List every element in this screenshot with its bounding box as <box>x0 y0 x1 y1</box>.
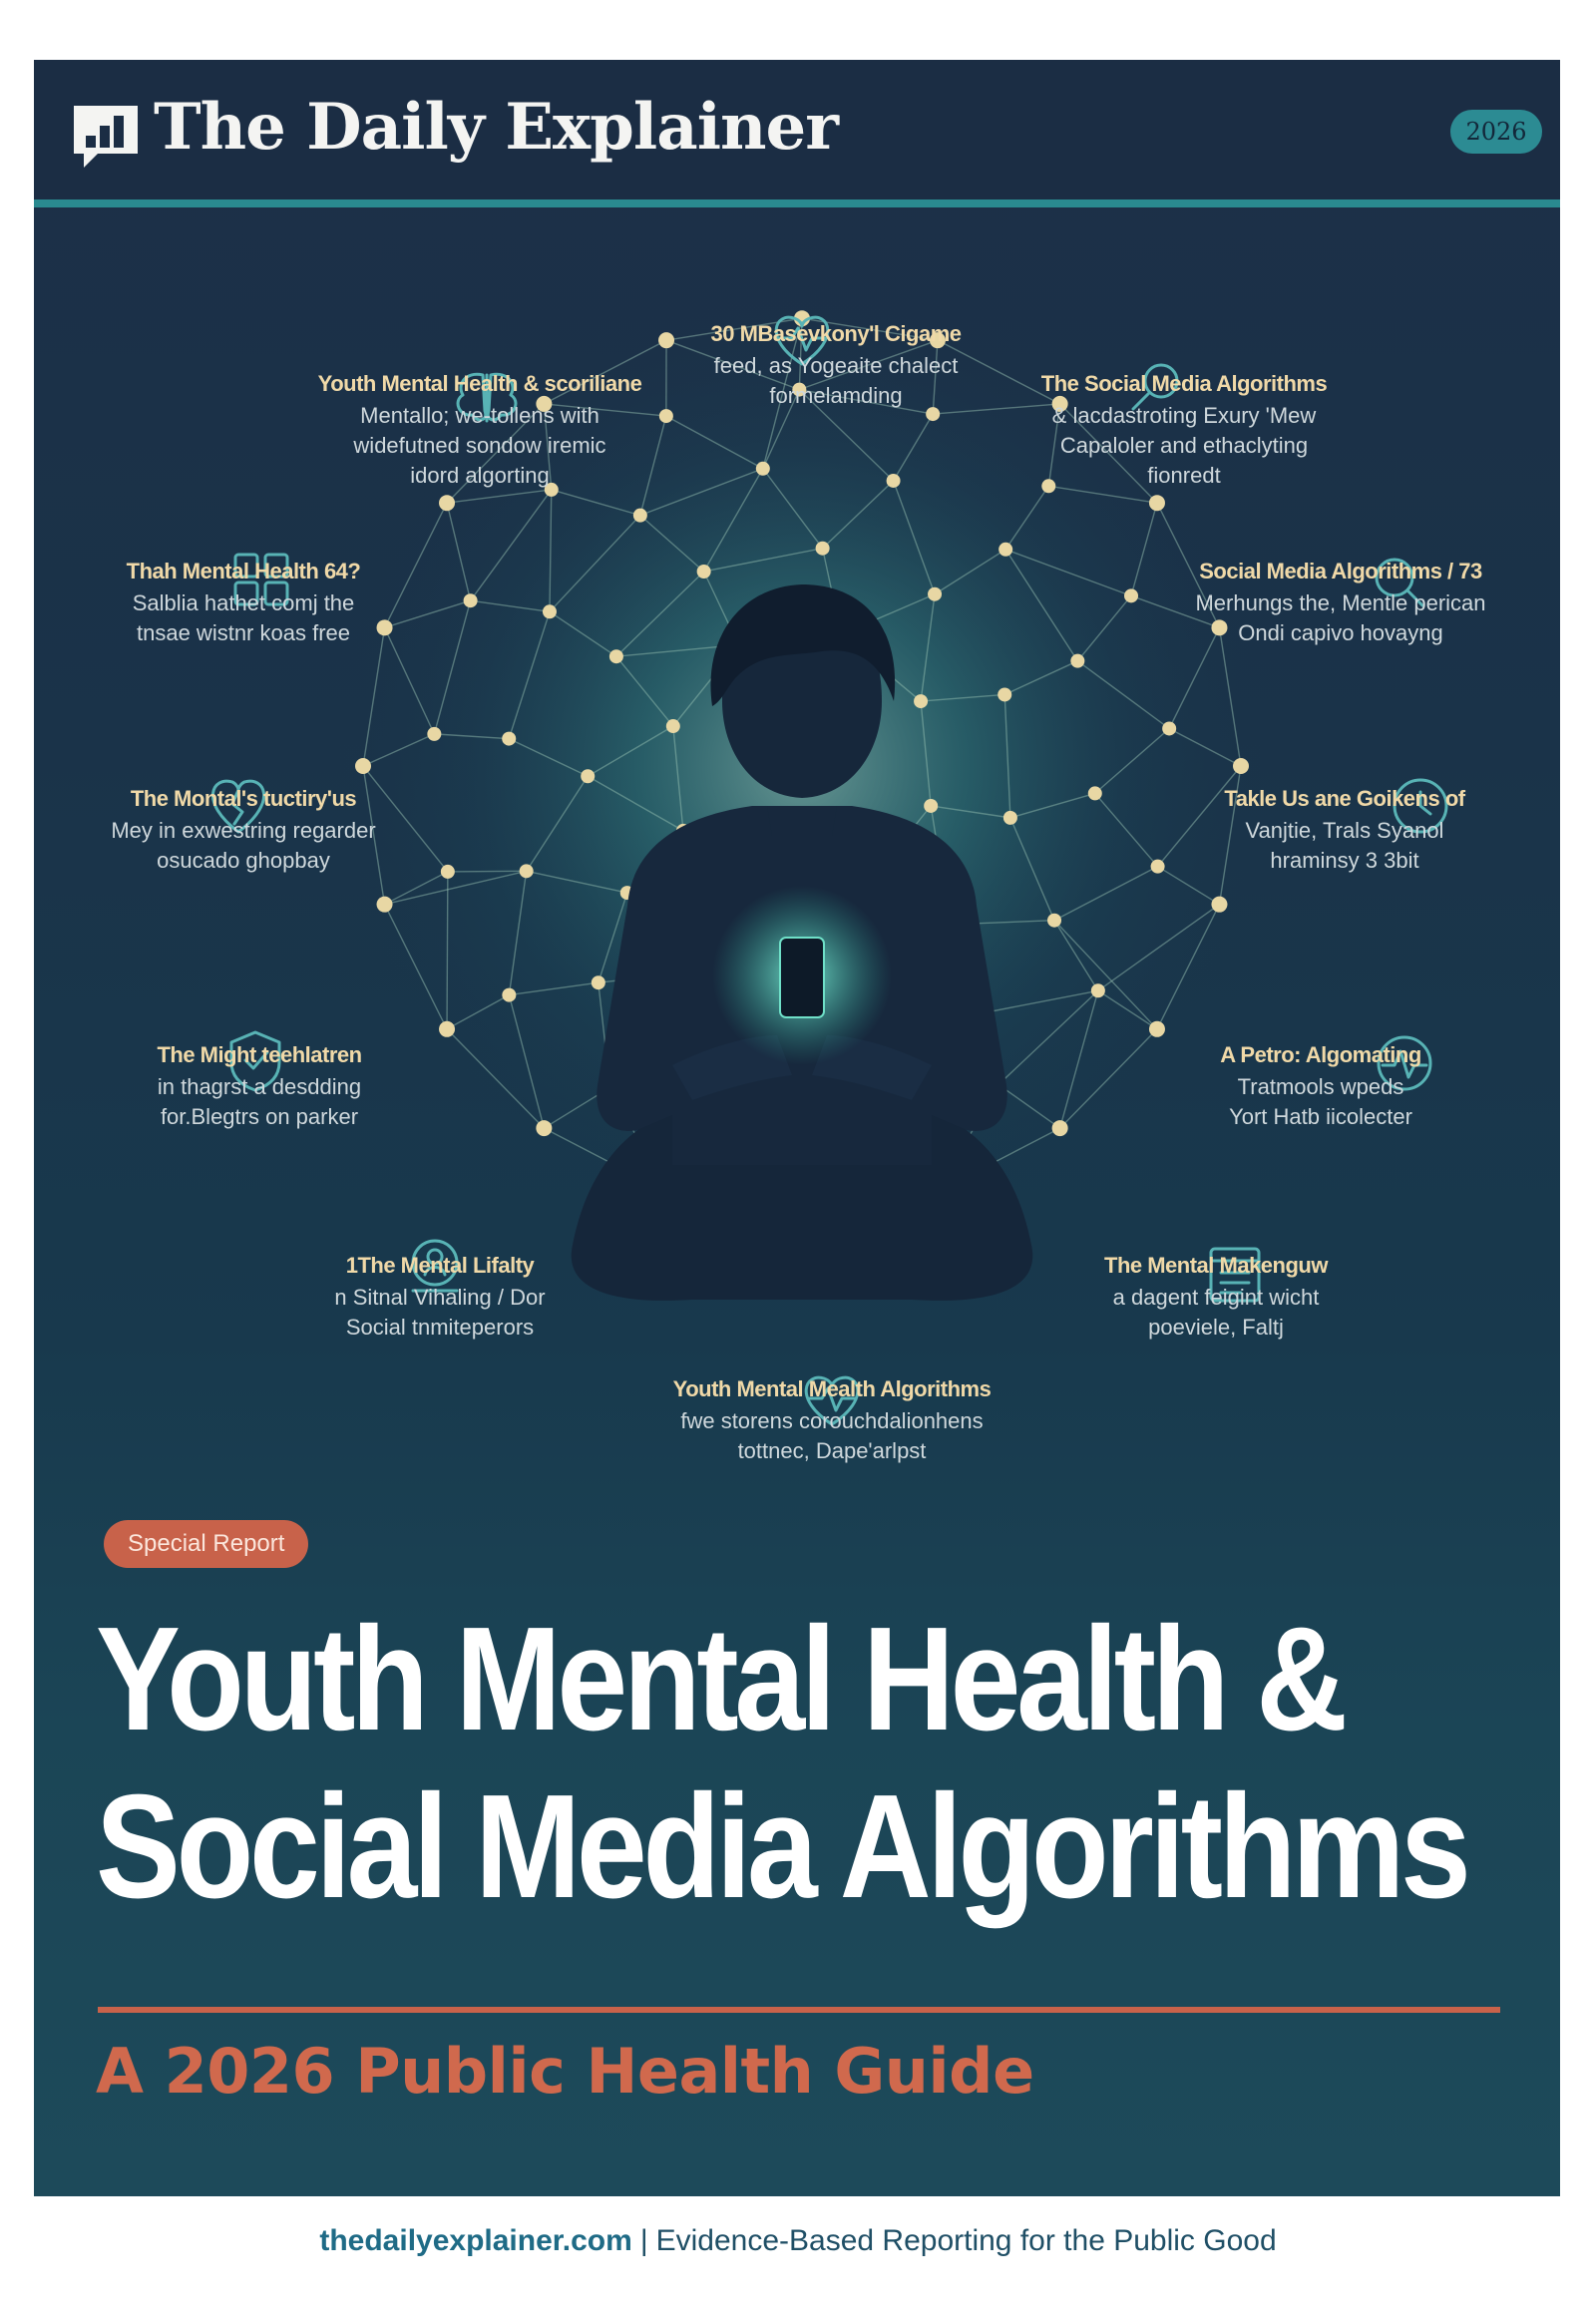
network-node <box>924 799 938 813</box>
masthead <box>34 60 1560 199</box>
brand-title[interactable]: The Daily Explainer <box>154 90 838 165</box>
network-node <box>439 495 455 511</box>
network-node <box>1149 1021 1165 1037</box>
network-node <box>1162 721 1176 735</box>
label-title: Thah Mental Health 64? <box>126 559 361 583</box>
label-right-3 <box>1111 1042 1530 1132</box>
network-node <box>887 474 901 488</box>
label-title: Social Media Algorithms / 73 <box>1199 559 1482 583</box>
network-node <box>666 719 680 733</box>
network-node <box>355 758 371 774</box>
label-title: The Social Media Algorithms <box>1040 371 1328 396</box>
network-node <box>633 509 647 523</box>
headline <box>96 1596 1467 1931</box>
network-node <box>502 988 516 1002</box>
label-top-left <box>270 371 689 491</box>
label-body-line: in thagrst a desdding <box>157 1074 362 1099</box>
label-body-line: for.Blegtrs on parker <box>160 1104 359 1129</box>
label-left-1 <box>34 559 453 648</box>
label-body-line: osucado ghopbay <box>157 848 330 873</box>
network-node <box>998 543 1012 557</box>
network-node <box>1211 897 1227 913</box>
label-body-line: poeviele, Faltj <box>1148 1315 1284 1340</box>
label-body-line: fionredt <box>1147 463 1221 488</box>
footer-separator: | <box>639 2224 648 2257</box>
label-body-line: idord algorting <box>410 463 550 488</box>
label-body-line: Ondi capivo hovayng <box>1238 620 1443 645</box>
label-left-2 <box>34 786 453 876</box>
network-node <box>543 604 557 618</box>
masthead-divider <box>34 199 1560 207</box>
footer <box>0 2224 1596 2258</box>
label-title: Youth Mental Mealth Algorithms <box>672 1376 992 1401</box>
network-node <box>502 732 516 746</box>
headline-line: Youth Mental Health & <box>96 1597 1344 1761</box>
label-body-line: hraminsy 3 3bit <box>1270 848 1419 873</box>
label-title: Takle Us ane Goikens of <box>1224 786 1465 811</box>
label-title: The Montal's tuctiry'us <box>130 786 357 811</box>
network-link <box>448 871 527 872</box>
label-right-1 <box>1131 559 1550 648</box>
headline-line: Social Media Algorithms <box>96 1764 1467 1929</box>
label-title: 30 MBasevkony'l Cigame <box>710 321 962 346</box>
subtitle: A 2026 Public Health Guide <box>96 2035 1034 2108</box>
network-node <box>592 975 605 989</box>
label-body-line: & lacdastroting Exury 'Mew <box>1051 403 1317 428</box>
label-body-line: Tratmools wpeds <box>1237 1074 1404 1099</box>
label-left-4 <box>230 1253 649 1343</box>
label-body-line: widefutned sondow iremic <box>353 433 606 458</box>
headline-divider <box>98 2007 1500 2013</box>
label-body-line: Capaloler and ethaclyting <box>1059 433 1309 458</box>
network-node <box>1149 495 1165 511</box>
footer-tagline: Evidence-Based Reporting for the Public Good <box>655 2224 1277 2257</box>
network-node <box>1088 786 1102 800</box>
label-right-2 <box>1135 786 1554 876</box>
label-title: Youth Mental Health & scoriliane <box>317 371 642 396</box>
label-body-line: Mentallo; we-tollens with <box>360 403 599 428</box>
network-node <box>520 864 534 878</box>
chart-speech-bubble-icon <box>70 100 142 172</box>
label-body-line: formelamding <box>769 383 903 408</box>
network-node <box>536 1120 552 1136</box>
network-node <box>581 769 595 783</box>
label-body-line: Yort Hatb iicolecter <box>1229 1104 1412 1129</box>
special-report-badge: Special Report <box>104 1520 308 1568</box>
network-node <box>914 694 928 708</box>
label-title: 1The Mental Lifalty <box>345 1253 535 1278</box>
label-body-line: Mey in exwestring regarder <box>111 818 376 843</box>
network-link <box>447 872 448 1029</box>
network-node <box>464 593 478 607</box>
network-node <box>1052 1120 1068 1136</box>
network-node <box>928 587 942 601</box>
label-right-4 <box>1006 1253 1425 1343</box>
network-node <box>1070 654 1084 668</box>
label-body-line: fwe storens corouchdalionhens <box>680 1408 984 1433</box>
network-node <box>1091 983 1105 997</box>
cover-page <box>34 60 1560 2196</box>
footer-url-link[interactable]: thedailyexplainer.com <box>319 2224 632 2257</box>
label-body-line: n Sitnal Vihaling / Dor <box>334 1285 546 1310</box>
label-title: The Mental Makenguw <box>1104 1253 1328 1278</box>
label-body-line: Vanjtie, Trals Syanol <box>1245 818 1444 843</box>
label-body-line: Social tnmiteperors <box>345 1315 535 1340</box>
label-body-line: tnsae wistnr koas free <box>137 620 350 645</box>
label-title: A Petro: Algomating <box>1220 1042 1421 1067</box>
network-node <box>998 687 1011 701</box>
network-node <box>1003 811 1017 825</box>
label-body-line: Salblia hathet comj the <box>132 590 355 615</box>
label-bottom-center <box>622 1376 1041 1466</box>
network-node <box>439 1021 455 1037</box>
network-node <box>609 649 623 663</box>
network-node <box>377 897 393 913</box>
label-top-right <box>975 371 1394 491</box>
label-body-line: feed, as Yogeaite chalect <box>713 353 959 378</box>
network-node <box>756 462 770 476</box>
network-node <box>427 727 441 741</box>
label-body-line: tottnec, Dape'arlpst <box>737 1438 927 1463</box>
label-body-line: a dagent feigint wicht <box>1112 1285 1320 1310</box>
network-node <box>816 542 830 556</box>
label-title: The Might teehlatren <box>157 1042 362 1067</box>
year-badge: 2026 <box>1450 110 1542 154</box>
network-node <box>697 565 711 579</box>
label-left-3 <box>50 1042 469 1132</box>
network-node <box>1233 758 1249 774</box>
network-node <box>1047 914 1061 928</box>
label-body-line: Merhungs the, Mentle perican <box>1195 590 1486 615</box>
